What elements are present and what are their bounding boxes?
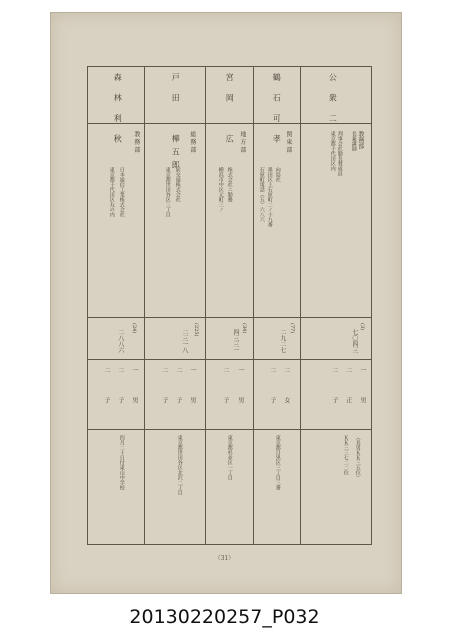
department-label: 地 方 部 (238, 131, 246, 153)
child-count: 一 (236, 367, 244, 373)
affiliation-line: 石原町電話（五）六八六 (258, 167, 265, 222)
family-name: 男 (188, 397, 196, 403)
department-label: 関 東 部 (284, 131, 292, 153)
affiliation-line: 東京都世田谷区三丁目 (164, 167, 171, 217)
affiliation-line: 判事会社勤長賛成員 (336, 131, 343, 176)
family-name: 子 (102, 397, 110, 403)
column-header: 公 衆 二 (328, 73, 338, 128)
child-count: 一 (130, 367, 138, 373)
affiliation-line: 株式会社ニ勤務 (226, 167, 233, 202)
child-count: 二 (160, 367, 168, 373)
note-line: （長男ＫＫ三五位） (354, 435, 361, 480)
row-divider (88, 317, 371, 318)
child-count: 一 (358, 367, 366, 373)
page-number: （31） (214, 555, 235, 562)
phone-code: (3) (358, 323, 365, 331)
row-divider (88, 429, 371, 430)
note-line: 東京都杉並区一丁目 (226, 435, 233, 480)
family-name: 男 (236, 397, 244, 403)
note-line: 東京都世田谷区北沢二丁目 (176, 435, 183, 495)
note-line: 四月二十日付東山中学校 (118, 435, 125, 490)
phone-code: (225) (192, 323, 199, 337)
phone-code: (77) (288, 323, 295, 334)
affiliation-line: 日本通信工業株式会社 (118, 167, 125, 217)
child-count: 二 (221, 367, 229, 373)
affiliation-line: 前交通株式会社 (174, 167, 181, 202)
phone-number: 二八八六 (116, 329, 124, 353)
family-name: 子 (174, 397, 182, 403)
department-label: 総 務 部 (188, 131, 196, 153)
family-name: 女 (282, 397, 290, 403)
column-header: 森 林 利 秋 (113, 73, 123, 148)
column-divider (300, 67, 301, 544)
department-label: 教 務 部 (132, 131, 140, 153)
family-name: 子 (221, 397, 229, 403)
child-count: 二 (116, 367, 124, 373)
family-name: 子 (330, 397, 338, 403)
affiliation-line: 墨田区上石原町二ノ十九番 (266, 167, 273, 227)
column-divider (144, 67, 145, 544)
affiliation-line: 横浜市中区元町三ノ (217, 167, 224, 212)
family-name: 男 (358, 397, 366, 403)
family-name: 子 (160, 397, 168, 403)
column-header: 鶴 石 可 孝 (272, 73, 282, 148)
child-count: 二 (174, 367, 182, 373)
family-name: 正 (344, 397, 352, 403)
department-label: 教務部 (356, 131, 364, 149)
phone-code: (24) (130, 323, 137, 334)
family-name: 子 (116, 397, 124, 403)
column-divider (253, 67, 254, 544)
family-name: 男 (130, 397, 138, 403)
child-count: 二 (330, 367, 338, 373)
phone-number: 四三三一 (231, 329, 239, 353)
phone-number: 二九二七 (278, 329, 286, 353)
child-count: 一 (188, 367, 196, 373)
child-count: 二 (102, 367, 110, 373)
note-line: ＫＫ三三七二二位 (342, 435, 349, 475)
note-line: 東京都目黒区三丁目三番 (274, 435, 281, 490)
roster-table (87, 66, 372, 545)
child-count: 二 (268, 367, 276, 373)
child-count: 二 (344, 367, 352, 373)
affiliation-line: 東京都千代田区丸の内 (108, 167, 115, 217)
department-sub: 長兼講師 (350, 131, 357, 151)
phone-number: 二三一八 (180, 329, 188, 353)
affiliation-line: 向島社 (274, 167, 281, 182)
child-count: 二 (282, 367, 290, 373)
affiliation-line: 東京都千代田区内 (329, 131, 336, 171)
row-divider (88, 359, 371, 360)
column-divider (205, 67, 206, 544)
phone-code: (34) (240, 323, 247, 334)
column-header: 戸 田 樺五郎 (171, 73, 181, 174)
phone-number: 七〇四三 (350, 329, 358, 353)
column-header: 宮 岡 広 (225, 73, 235, 148)
family-name: 子 (268, 397, 276, 403)
archive-id-caption: 20130220257_P032 (129, 606, 320, 628)
